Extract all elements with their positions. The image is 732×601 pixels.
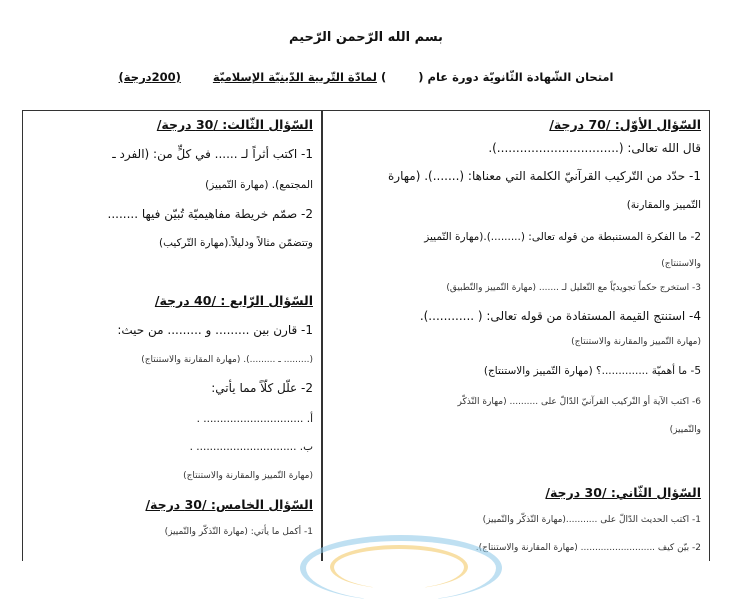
q1-item: 5- ما أهميّة ..............؟ (مهارة التّمييز والاستنتاج) [483,365,701,377]
exam-title-part-b: ) [380,70,387,84]
q4-heading: السّؤال الرّابع : /40 درجة/ [154,293,313,308]
q5-item: 1- أكمل ما يأتي: (مهارة التّذكّر والتّمييز) [164,527,313,537]
right-column [322,110,710,561]
exam-title [0,70,732,84]
q3-item: المجتمع). (مهارة التّمييز) [205,179,313,191]
q4-item: ب. .............................. . [189,441,313,453]
q1-item: 1- حدّد من التّركيب القرآنيّ الكلمة التي معناها: (.......). (مهارة [388,169,701,183]
left-column [22,110,322,561]
q3-item: وتتضمّن مثالاً ودليلاً.(مهارة التّركيب) [158,237,313,249]
q1-item: والتّمييز) [669,425,701,435]
q4-item: (......... ـ .........). (مهارة المقارنة والاستنتاج) [141,355,313,365]
q1-item: (مهارة التّمييز والمقارنة والاستنتاج) [571,337,701,347]
q4-item: 2- علّل كلّاً مما يأتي: [211,381,313,395]
q4-item: أ. .............................. . [196,413,313,425]
q3-item: 2- صمّم خريطة مفاهيميّة تُبيّن فيها ........ [107,207,313,221]
q2-item: 1- اكتب الحديث الدّالّ على ...........(مهارة التّذكّر والتّمييز) [482,515,701,525]
q1-item: 3- استخرج حكماً تجويديّاً مع التّعليل لـ ....... (مهارة التّمييز والتّطبيق) [446,283,701,293]
q1-item: التّمييز والمقارنة) [626,199,701,211]
basmala: بسم الله الرّحمن الرّحيم [289,30,443,45]
q1-item: 2- ما الفكرة المستنبطة من قوله تعالى: (.........).(مهارة التّمييز [424,231,701,243]
q2-item: 2- بيّن كيف .......................... (مهارة المقارنة والاستنتاج). [475,543,701,553]
q1-item: 6- اكتب الآية أو التّركيب القرآنيّ الدّالّ على .......... (مهارة التّذكّر [457,397,701,407]
q1-intro: قال الله تعالى: (................................). [488,141,701,155]
exam-title-subject: لمادّة التّربية الدّينيّة الإسلاميّة [212,70,377,84]
q1-heading: السّؤال الأوّل: /70 درجة/ [549,117,701,132]
watermark-logo-inner [330,545,468,589]
q4-item: (مهارة التّمييز والمقارنة والاستنتاج) [183,471,313,481]
q5-heading: السّؤال الخامس: /30 درجة/ [145,497,313,512]
q4-item: 1- قارن بين ......... و ......... من حيث: [117,323,313,337]
q2-heading: السّؤال الثّاني: /30 درجة/ [545,485,701,500]
exam-title-total: (200درجة) [118,70,181,84]
q1-item: والاستنتاج) [661,259,701,269]
exam-title-part-a: امتحان الشّهادة الثّانويّة دورة عام ( [418,70,614,84]
q3-item: 1- اكتب أثراً لـ ...... في كلٍّ من: (الفرد ـ [112,147,313,161]
q3-heading: السّؤال الثّالث: /30 درجة/ [156,117,313,132]
q1-item: 4- استنتج القيمة المستفادة من قوله تعالى: ( ............). [419,309,701,323]
